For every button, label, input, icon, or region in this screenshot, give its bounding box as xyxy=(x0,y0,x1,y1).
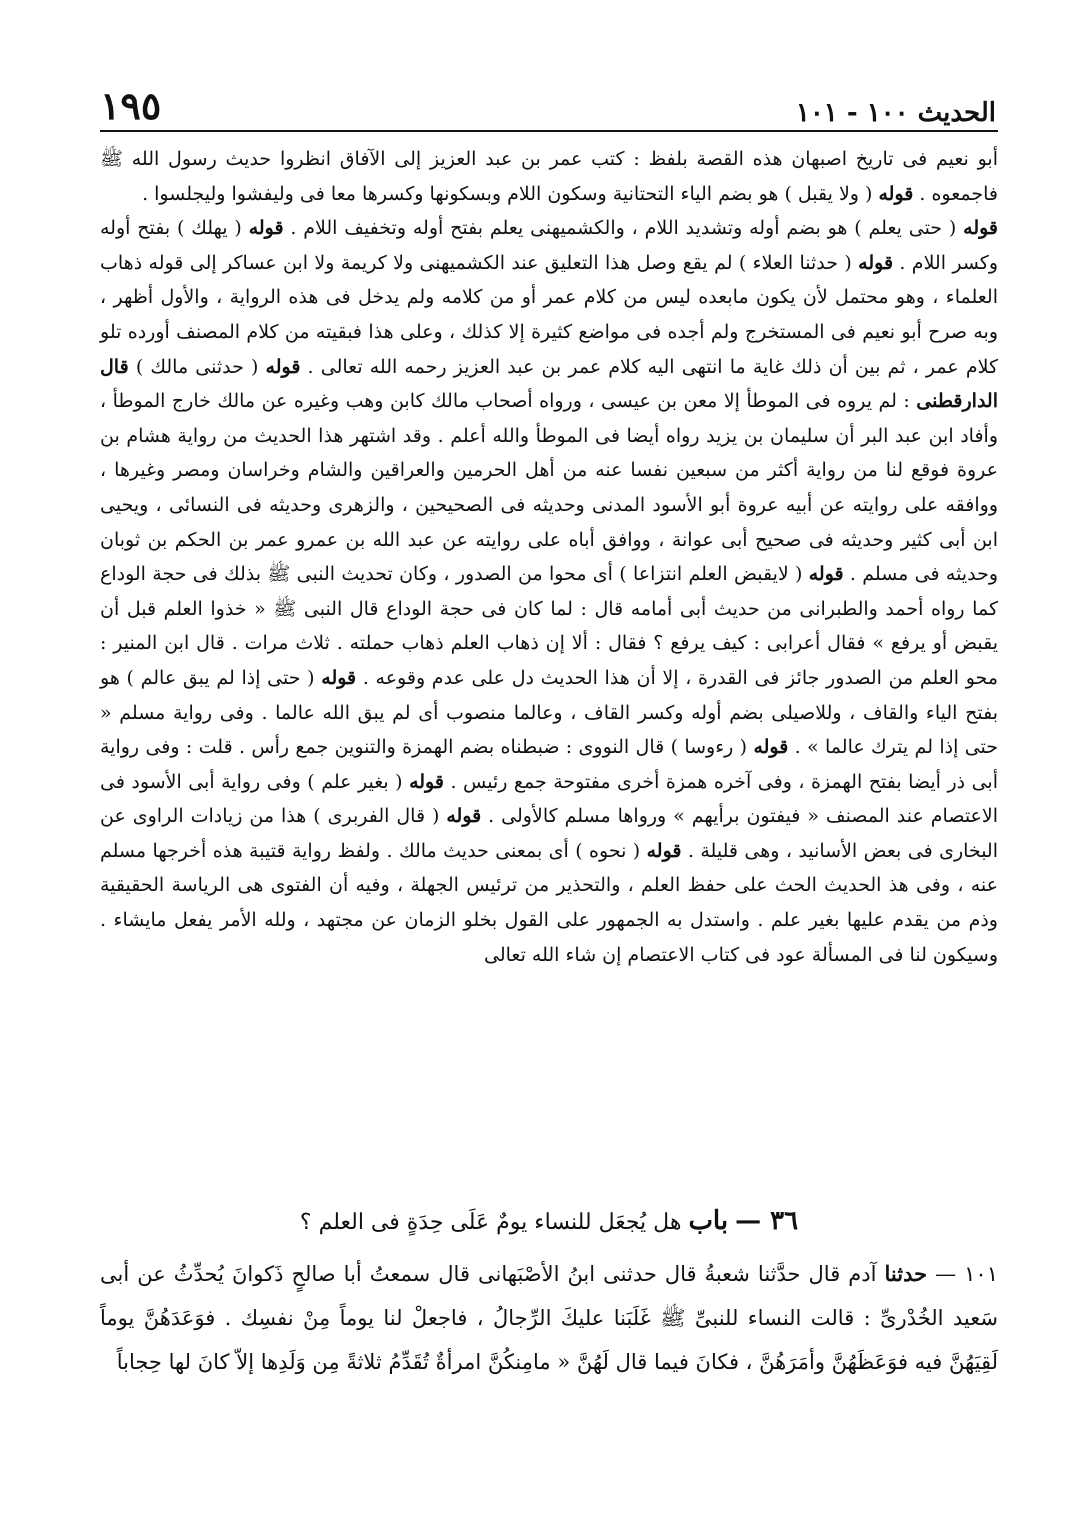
commentary-run: ( حدثنا العلاء ) لم يقع وصل هذا التعليق عند الكشميهنى ولا كريمة ولا ابن عساكر إلى قوله ذهاب العلماء ، وهو محتمل لأن يكون مابعده ليس من كلام عمر أو من كلامه ولم يدخل فى هذه الرواية ، والأول أظهر ، وبه صرح أبو نعيم فى المستخرج ولم أجده فى مواضع كثيرة إلا كذلك ، وعلى هذا فبقيته من كلام المصنف أورده تلو كلام عمر ، ثم بين أن ذلك غاية ما انتهى اليه كلام عمر بن عبد العزيز رحمه الله تعالى . xyxy=(100,251,998,378)
hadith-paragraph xyxy=(100,1252,998,1384)
commentary-run: ( حتى يعلم ) هو بضم أوله وتشديد اللام ، والكشميهنى يعلم بفتح أوله وتخفيف اللام . xyxy=(283,217,964,240)
chapter-heading xyxy=(100,1206,998,1236)
chapter-number: ٣٦ — xyxy=(735,1206,799,1236)
cue-word: قوله xyxy=(878,182,914,205)
running-head: الحديث ١٠٠ - ١٠١ xyxy=(795,98,996,128)
commentary-paragraph-2 xyxy=(100,211,998,972)
commentary-run: أبو نعيم فى تاريخ اصبهان هذه القصة بلفظ : كتب عمر بن عبد العزيز إلى الآفاق انظروا حديث رسول الله ﷺ فاجمعوه . xyxy=(100,148,998,205)
page-header xyxy=(100,78,996,128)
cue-word: قوله xyxy=(808,563,844,586)
hadith-number: ١٠١ — xyxy=(935,1262,998,1286)
hadith-text xyxy=(100,1252,998,1384)
cue-word: قوله xyxy=(858,251,894,274)
cue-word: قوله xyxy=(963,217,999,240)
commentary-run: : لم يروه فى الموطأ إلا معن بن عيسى ، ورواه أصحاب مالك كابن وهب وغيره عن مالك خارج الموطأ ، وأفاد ابن عبد البر أن سليمان بن يزيد رواه أيضا فى الموطأ والله أعلم . وقد اشتهر هذا الحديث من رواية هشام بن عروة فوقع لنا من رواية أكثر من سبعين نفسا عنه من أهل الحرمين والعراقين والشام وخراسان ومصر وغيرها ، ووافقه على روايته عن أبيه عروة أبو الأسود المدنى وحديثه فى الصحيحين ، والزهرى وحديثه فى النسائى ، ويحيى ابن أبى كثير وحديثه فى صحيح أبى عوانة ، ووافق أباه على روايته عن عبد الله بن عمرو عمر بن الحكم بن ثوبان وحديثه فى مسلم . xyxy=(100,390,998,586)
hadith-opening: حدثنا xyxy=(884,1261,928,1286)
commentary-run: ( لايقبض العلم انتزاعا ) أى محوا من الصدور ، وكان تحديث النبى ﷺ بذلك فى حجة الوداع كما رواه أحمد والطبرانى من حديث أبى أمامه قال : لما كان فى حجة الوداع قال النبى ﷺ « خذوا العلم قبل أن يقبض أو يرفع » فقال أعرابى : كيف يرفع ؟ فقال : ألا إن ذهاب العلم ذهاب حملته . ثلاث مرات . قال ابن المنير : محو العلم من الصدور جائز فى القدرة ، إلا أن هذا الحديث دل على عدم وقوعه . xyxy=(100,563,999,689)
commentary-run: ( قال الفربرى ) هذا من زيادات الراوى عن البخارى فى بعض الأسانيد ، وهى قليلة . xyxy=(100,805,998,862)
commentary-paragraph-1 xyxy=(100,142,998,211)
hadith-body: آدم قال حدَّثنا شعبةُ قال حدثنى ابنُ الأصْبَهانى قال سمعتُ أبا صالحٍ ذَكوانَ يُحدِّثُ عن أبى سَعيد الخُدْرىِّ : قالت النساء للنبىِّ ﷺ غَلَبَنا عليكَ الرِّجالُ ، فاجعلْ لنا يوماً مِنْ نفسِك . فوَعَدَهُنَّ يوماً لَقِيَهُنَّ فيه فوَعَظَهُنَّ وأمَرَهُنَّ ، فكانَ فيما قال لَهُنَّ « مامِنكُنَّ امرأةٌ تُقَدِّمُ ثلاثةً مِن وَلَدِها إلاّ كانَ لها حِجاباً xyxy=(100,1262,998,1374)
commentary-text xyxy=(100,142,998,972)
chapter-word: باب xyxy=(688,1206,729,1236)
commentary-run: ( يهلك ) بفتح أوله وكسر اللام . xyxy=(100,217,998,274)
chapter-title: هل يُجعَل للنساء يومٌ عَلَى حِدَةٍ فى العلم ؟ xyxy=(299,1210,682,1235)
header-rule xyxy=(100,130,998,132)
commentary-run: ( حدثنى مالك ) xyxy=(128,355,266,378)
cue-word: قوله xyxy=(446,805,482,828)
cue-word: قال الدارقطنى xyxy=(100,355,998,413)
commentary-run: ( ولا يقبل ) هو بضم الياء التحتانية وسكون اللام وبسكونها وكسرها معا فى وليفشوا وليجلسوا . xyxy=(142,182,879,205)
commentary-run: ( حتى إذا لم يبق عالم ) هو بفتح الياء والقاف ، وللاصيلى بضم أوله وكسر القاف ، وعالما منصوب أى لم يبق الله عالما . وفى رواية مسلم « حتى إذا لم يترك عالما » . xyxy=(100,666,999,759)
cue-word: قوله xyxy=(321,666,357,689)
commentary-run: ( رءوسا ) قال النووى : ضبطناه بضم الهمزة والتنوين جمع رأس . قلت : وفى رواية أبى ذر أيضا بفتح الهمزة ، وفى آخره همزة أخرى مفتوحة جمع رئيس . xyxy=(100,736,998,793)
cue-word: قوله xyxy=(646,839,682,862)
page-number: ١٩٥ xyxy=(100,83,162,128)
commentary-run: ( نحوه ) أى بمعنى حديث مالك . ولفظ رواية قتيبة هذه أخرجها مسلم عنه ، وفى هذ الحديث الحث على حفظ العلم ، والتحذير من ترئيس الجهلة ، وفيه أن الفتوى هى الرياسة الحقيقية وذم من يقدم عليها بغير علم . واستدل به الجمهور على القول بخلو الزمان عن مجتهد ، ولله الأمر يفعل مايشاء . وسيكون لنا فى المسألة عود فى كتاب الاعتصام إن شاء الله تعالى xyxy=(100,839,998,966)
commentary-run: ( بغير علم ) وفى رواية أبى الأسود فى الاعتصام عند المصنف « فيفتون برأيهم » ورواها مسلم كالأولى . xyxy=(100,770,999,828)
cue-word: قوله xyxy=(248,217,284,240)
cue-word: قوله xyxy=(265,355,301,378)
cue-word: قوله xyxy=(753,736,789,759)
cue-word: قوله xyxy=(409,770,444,793)
